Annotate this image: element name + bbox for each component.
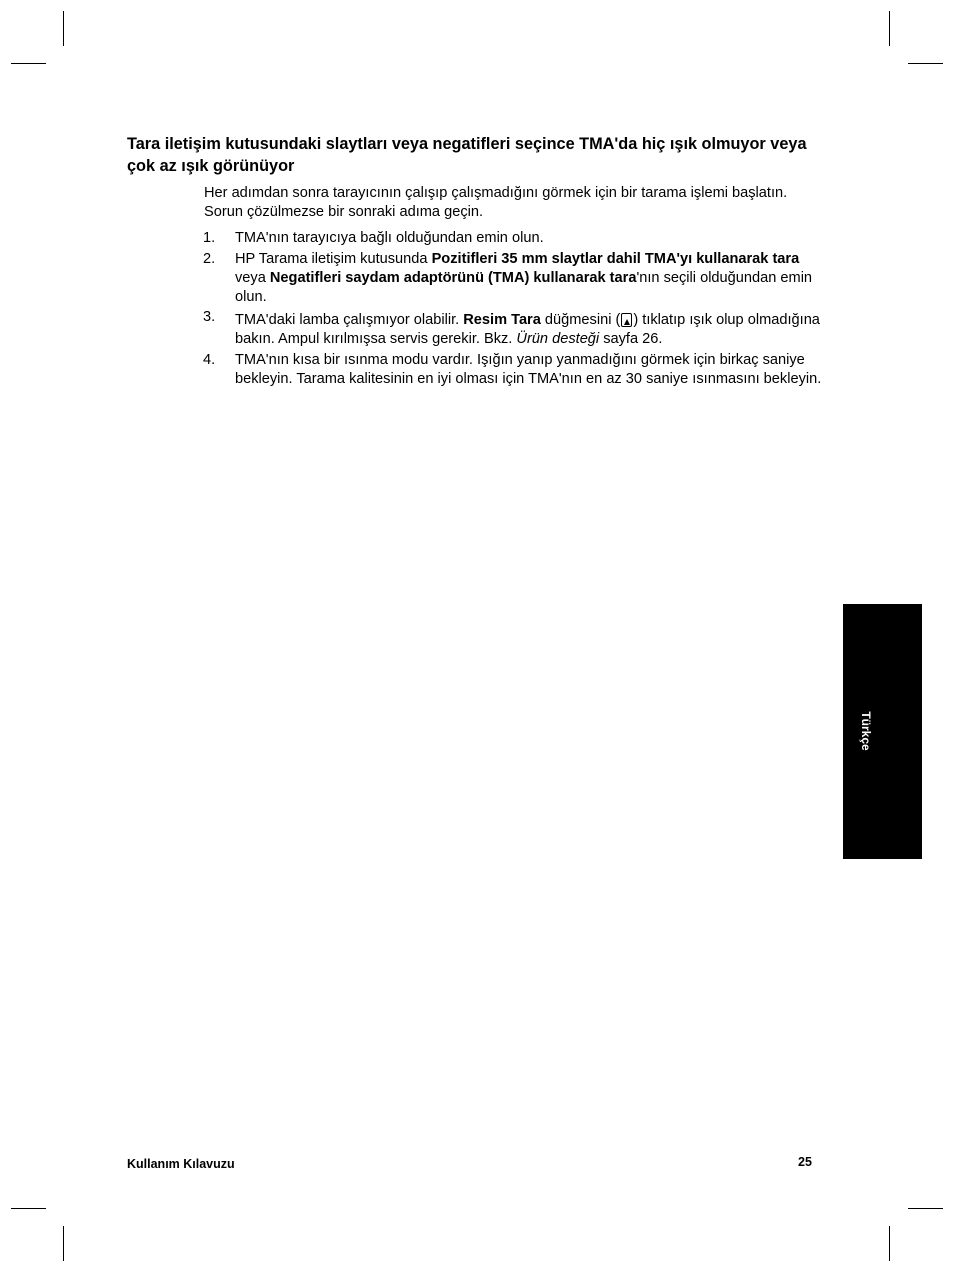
- crop-mark-bottom-right-horizontal: [908, 1208, 943, 1209]
- step-text: 'nın seçili olduğundan emin olun.: [235, 270, 813, 305]
- step-number: 1.: [203, 230, 216, 246]
- troubleshooting-steps: [203, 229, 823, 391]
- step-text: HP Tarama iletişim kutusunda: [235, 251, 432, 267]
- crop-mark-top-right-horizontal: [908, 63, 943, 64]
- crop-mark-top-left-vertical: [63, 11, 64, 46]
- scan-picture-button-icon: [621, 313, 632, 327]
- step-text: düğmesini (: [540, 312, 621, 328]
- step-item: [203, 311, 823, 349]
- step-text: TMA'nın tarayıcıya bağlı olduğundan emin olun.: [235, 230, 544, 246]
- product-support-reference: Ürün desteği: [516, 331, 600, 347]
- option-negatives-label: Negatifleri saydam adaptörünü (TMA) kullanarak tara: [269, 270, 637, 286]
- crop-mark-bottom-right-vertical: [889, 1226, 890, 1261]
- step-item: [203, 229, 823, 248]
- language-side-tab-label: Türkçe: [859, 711, 873, 751]
- footer-document-title: Kullanım Kılavuzu: [127, 1157, 235, 1171]
- step-item: [203, 250, 823, 307]
- crop-mark-bottom-left-vertical: [63, 1226, 64, 1261]
- step-number: 3.: [203, 309, 216, 325]
- option-positives-label: Pozitifleri 35 mm slaytlar dahil TMA'yı kullanarak tara: [431, 251, 800, 267]
- step-text: TMA'nın kısa bir ısınma modu vardır. Işığın yanıp yanmadığını görmek için birkaç saniye bekleyin. Tarama kalitesinin en iyi olması için TMA'nın en az 30 saniye ısınmasını bekleyin.: [235, 352, 822, 387]
- crop-mark-top-right-vertical: [889, 11, 890, 46]
- language-side-tab: [843, 604, 922, 859]
- step-number: 2.: [203, 251, 216, 267]
- crop-mark-bottom-left-horizontal: [11, 1208, 46, 1209]
- step-text: ) tıklatıp ışık olup olmadığına bakın. Ampul kırılmışsa servis gerekir. Bkz.: [235, 312, 820, 347]
- crop-mark-top-left-horizontal: [11, 63, 46, 64]
- page-number: 25: [798, 1155, 812, 1169]
- section-heading: Tara iletişim kutusundaki slaytları veya negatifleri seçince TMA'da hiç ışık olmuyor veya çok az ışık görünüyor: [127, 135, 807, 175]
- step-item: [203, 351, 823, 389]
- scan-picture-button-label: Resim Tara: [463, 312, 541, 328]
- step-text: sayfa 26.: [599, 331, 663, 347]
- step-text: veya: [235, 270, 270, 286]
- step-text: TMA'daki lamba çalışmıyor olabilir.: [235, 312, 464, 328]
- intro-paragraph: Her adımdan sonra tarayıcının çalışıp çalışmadığını görmek için bir tarama işlemi başlatın. Sorun çözülmezse bir sonraki adıma geçin.: [204, 185, 788, 220]
- step-number: 4.: [203, 352, 216, 368]
